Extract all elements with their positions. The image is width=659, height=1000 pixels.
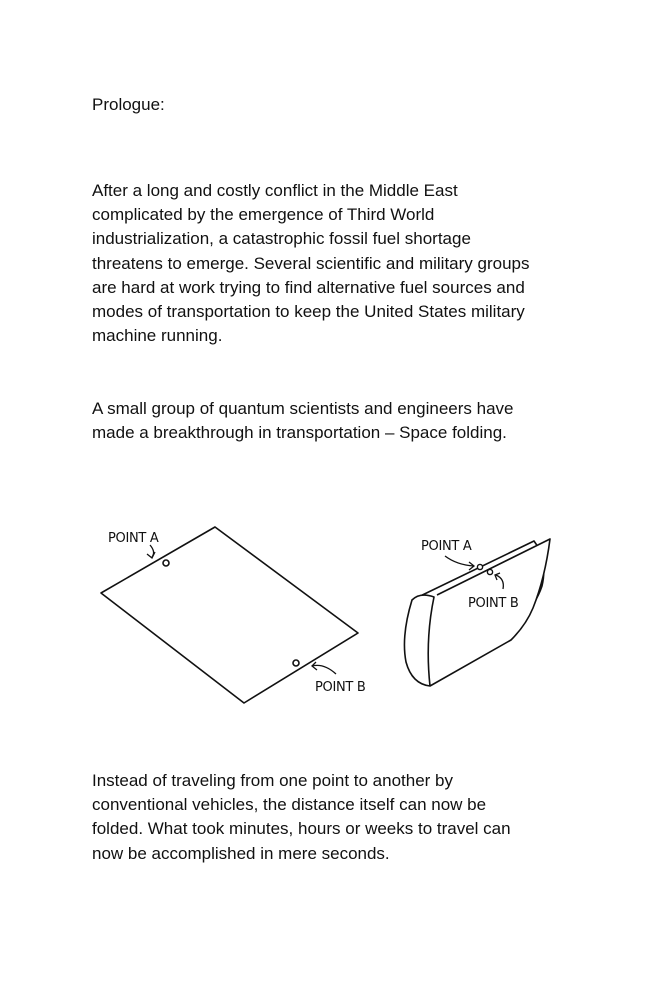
flat-sheet-outline xyxy=(101,527,358,703)
paragraph-line: Instead of traveling from one point to another by xyxy=(92,771,454,790)
paragraph-line: now be accomplished in mere seconds. xyxy=(92,843,390,863)
flat-point-a-dot xyxy=(163,560,169,566)
flat-point-b-dot xyxy=(293,660,299,666)
paragraph-line: conventional vehicles, the distance itself can now be xyxy=(92,795,487,815)
paragraph-line: industrialization, a catastrophic fossil fuel shortage xyxy=(92,229,471,249)
paragraph-line: threatens to emerge. Several scientific and military groups xyxy=(92,253,530,273)
paragraph-breakthrough xyxy=(92,397,592,445)
folded-point-a-label: POINT A xyxy=(421,539,472,554)
folded-point-a-dot xyxy=(477,564,482,569)
folded-sheet-front-layer xyxy=(404,539,550,686)
flat-point-a-label: POINT A xyxy=(108,531,159,546)
paragraph-conflict xyxy=(92,179,592,348)
paragraph-line: machine running. xyxy=(92,326,223,346)
flat-point-b-label: POINT B xyxy=(315,680,366,695)
folded-point-b-label: POINT B xyxy=(468,596,519,611)
paragraph-line: A small group of quantum scientists and engineers have xyxy=(92,399,514,418)
paragraph-line: are hard at work trying to find alternative fuel sources and xyxy=(92,277,525,297)
folded-point-a-arrow xyxy=(445,556,474,566)
paragraph-line: modes of transportation to keep the United States military xyxy=(92,302,525,322)
paragraph-line: After a long and costly conflict in the Middle East xyxy=(92,181,458,200)
paragraph-folding xyxy=(92,769,592,866)
space-folding-illustration xyxy=(0,500,659,720)
paragraph-line: made a breakthrough in transportation – Space folding. xyxy=(92,423,507,443)
paragraph-line: folded. What took minutes, hours or weeks to travel can xyxy=(92,819,511,839)
flat-sheet-drawing xyxy=(101,527,366,703)
heading-text: Prologue: xyxy=(92,95,165,114)
prologue-heading xyxy=(92,93,592,117)
paragraph-line: complicated by the emergence of Third World xyxy=(92,205,435,225)
folded-point-b-dot xyxy=(487,569,492,574)
folded-sheet-drawing xyxy=(404,539,550,686)
